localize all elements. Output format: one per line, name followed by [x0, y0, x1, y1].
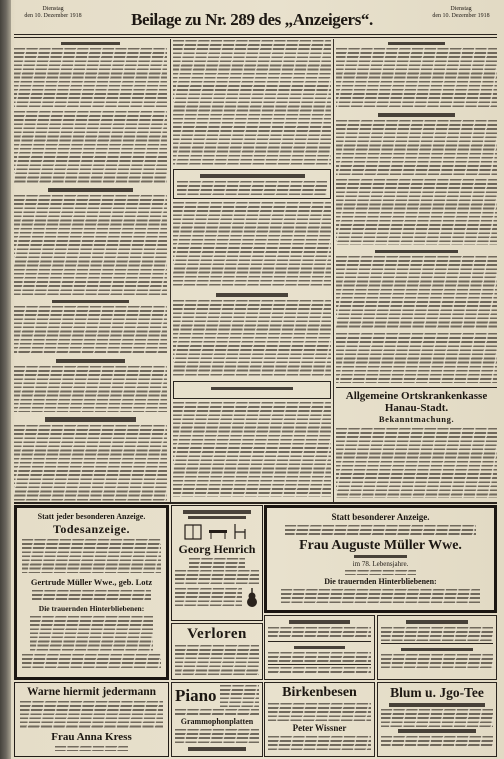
- text-block: [22, 654, 161, 668]
- page-title: Beilage zu Nr. 289 des „Anzeigers“.: [131, 10, 373, 29]
- text-block: [14, 48, 167, 108]
- text-block: [336, 179, 497, 245]
- text-block: [14, 111, 167, 183]
- column-rule: [333, 39, 334, 502]
- furniture-illustration: [177, 522, 257, 540]
- survivors-label: Die trauernden Hinterbliebenen:: [38, 604, 145, 613]
- advert-heading: [188, 516, 247, 520]
- text-block: [381, 627, 493, 641]
- section-heading: [216, 293, 287, 297]
- advert-divider: [268, 664, 371, 665]
- advert-address: [188, 747, 247, 751]
- brooms-advert: [264, 682, 375, 757]
- text-block: [345, 570, 416, 575]
- column-3: [336, 40, 497, 501]
- notice-kicker: Statt jeder besonderen Anzeige.: [37, 512, 146, 521]
- advert-divider: [381, 643, 493, 644]
- header-day-left: Dienstag: [42, 6, 64, 12]
- text-block: [55, 746, 128, 751]
- text-block: [268, 627, 371, 639]
- advert-heading: Birkenbesen: [282, 685, 357, 700]
- advert-signature: Frau Anna Kress: [51, 731, 132, 743]
- advert-heading: [289, 620, 351, 624]
- text-block: [336, 428, 497, 498]
- small-adverts: [264, 615, 375, 680]
- header-date-left-text: den 10. Dezember 1918: [24, 13, 82, 19]
- text-block: [173, 40, 331, 166]
- warning-advert: [14, 682, 169, 757]
- small-adverts: [377, 615, 497, 680]
- text-block: [22, 539, 161, 573]
- advert-heading: [401, 648, 474, 652]
- section-heading: [61, 42, 119, 45]
- deceased-name: Gertrude Müller Wwe., geb. Lotz: [30, 577, 153, 587]
- advert-row: [175, 685, 259, 707]
- text-block: [14, 366, 167, 412]
- advert-row: [175, 588, 259, 608]
- header-day-right: Dienstag: [450, 6, 472, 12]
- notice-heading: Todesanzeige.: [52, 522, 131, 536]
- violin-illustration: [245, 588, 259, 608]
- text-block: [268, 703, 371, 721]
- furniture-advert: [171, 505, 263, 621]
- death-notice-auguste: [264, 505, 497, 613]
- notice-kicker: Statt besonderer Anzeige.: [331, 512, 430, 522]
- header-date-right-text: den 10. Dezember 1918: [432, 13, 490, 19]
- ortskrankenkasse-notice: [336, 387, 497, 425]
- header-date-right: [426, 6, 496, 20]
- text-block: [268, 667, 371, 675]
- advert-section-rule: [14, 502, 497, 504]
- text-block: [381, 736, 493, 748]
- advert-seller: Peter Wissner: [292, 723, 347, 733]
- piano-advert: [171, 682, 263, 757]
- text-block: [175, 570, 259, 586]
- notice-subtitle: Hanau-Stadt.: [384, 402, 449, 414]
- section-heading: [378, 113, 455, 117]
- masthead-rule: [14, 34, 497, 38]
- advert-heading: [406, 620, 468, 624]
- text-block: [189, 558, 245, 568]
- text-block: [173, 402, 331, 497]
- text-block: [14, 306, 167, 354]
- text-block: [14, 425, 167, 502]
- lost-advert: [171, 623, 263, 680]
- section-heading: [52, 300, 129, 304]
- text-block: [177, 181, 327, 195]
- advert-heading: Verloren: [187, 626, 247, 642]
- text-block: [336, 48, 497, 108]
- text-block: [285, 525, 476, 537]
- deceased-name: Frau Auguste Müller Wwe.: [299, 538, 462, 553]
- text-block: [173, 300, 331, 378]
- boxed-notice: [173, 169, 331, 199]
- column-1: [14, 40, 167, 501]
- notice-heading: Bekanntmachung.: [378, 414, 455, 424]
- advert-heading: [183, 510, 250, 514]
- advert-divider: [268, 641, 371, 642]
- advert-heading: Blum u. Jgo-Tee: [390, 685, 484, 700]
- text-block: [220, 685, 259, 707]
- text-block: [336, 333, 497, 383]
- text-block: [30, 616, 153, 652]
- column-2: [173, 40, 331, 501]
- text-block: [175, 729, 259, 744]
- text-block: [14, 195, 167, 295]
- text-block: [381, 654, 493, 670]
- boxed-notice: [173, 381, 331, 399]
- column-rule: [170, 39, 171, 502]
- advert-subheading: Grammophonplatten: [180, 717, 254, 726]
- text-block: [336, 120, 497, 176]
- survivors-label: Die trauernden Hinterbliebenen:: [324, 577, 437, 586]
- notice-heading: [200, 174, 305, 178]
- text-block: [173, 202, 331, 288]
- section-heading: [45, 417, 137, 422]
- text-block: [268, 652, 371, 662]
- merchant-name: Georg Henrich: [178, 542, 256, 556]
- advert-heading: Piano: [175, 686, 217, 705]
- text-block: [175, 645, 259, 675]
- advert-subheading: [398, 729, 476, 733]
- maiden-name-line: [354, 555, 407, 558]
- text-block: [20, 701, 163, 729]
- section-heading: [48, 188, 132, 192]
- text-block: [381, 709, 493, 727]
- section-heading: [388, 42, 444, 45]
- advert-heading: [294, 646, 346, 650]
- text-block: [32, 590, 151, 602]
- text-block: [336, 256, 497, 330]
- text-block: [175, 588, 242, 608]
- text-block: [175, 709, 259, 715]
- scan-edge: [0, 0, 11, 759]
- section-heading: [56, 359, 125, 363]
- deceased-age: im 78. Lebensjahre.: [352, 560, 409, 568]
- text-block: [281, 589, 480, 605]
- text-block: [268, 736, 371, 752]
- tea-advert: [377, 682, 497, 757]
- death-notice-gertrude: [14, 505, 169, 680]
- advert-heading: Warne hiermit jedermann: [26, 686, 157, 698]
- notice-title: Allgemeine Ortskrankenkasse: [345, 390, 488, 402]
- section-heading: [375, 250, 459, 254]
- notice-heading: [211, 387, 294, 391]
- advert-subheading: [389, 703, 484, 707]
